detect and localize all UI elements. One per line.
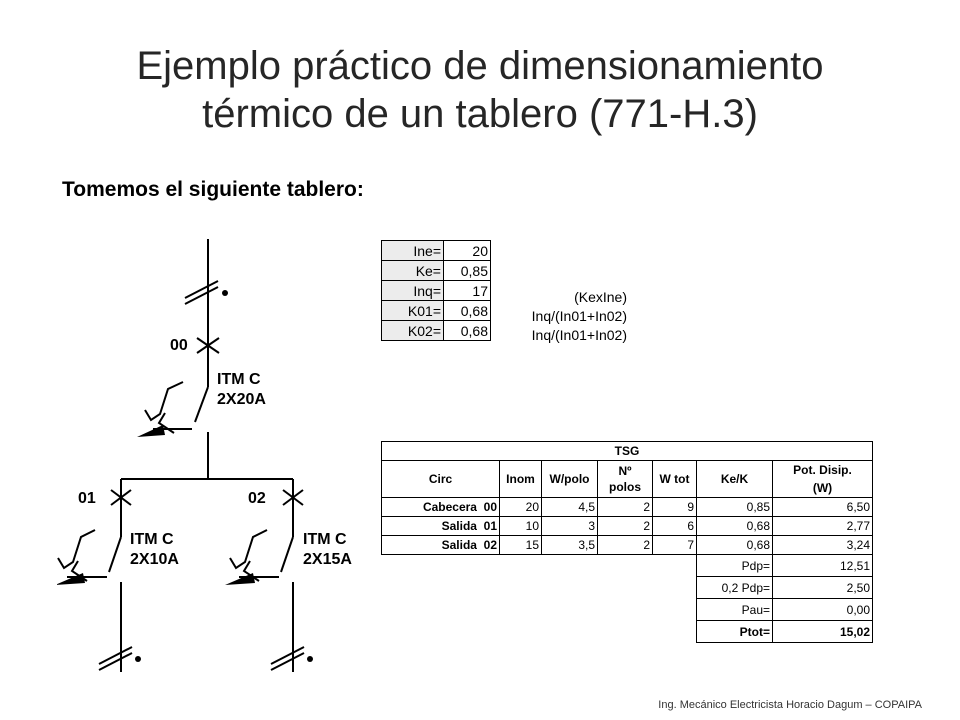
- param-label: Ke=: [382, 261, 444, 281]
- table-row: [382, 536, 873, 555]
- header-potdisip-1: Pot. Disip.: [793, 463, 852, 477]
- cell-wtot: 6: [653, 517, 697, 536]
- param-value: 20: [444, 241, 491, 261]
- tsg-table: [381, 441, 873, 643]
- cell-pot: 6,50: [773, 498, 873, 517]
- param-label: K02=: [382, 321, 444, 341]
- summary-value: 2,50: [773, 577, 873, 599]
- cell-inom: 10: [500, 517, 542, 536]
- header-npolos: [598, 461, 653, 498]
- cell-inom: 15: [500, 536, 542, 555]
- note-k02: Inq/(In01+In02): [531, 327, 627, 343]
- header-inom: Inom: [500, 461, 542, 498]
- label-00: 00: [170, 337, 188, 354]
- terminal-dot-main: [222, 290, 228, 296]
- cell-wpolo: 3,5: [542, 536, 598, 555]
- single-line-diagram: [57, 227, 375, 694]
- param-label: Ine=: [382, 241, 444, 261]
- itm-01-rating: 2X10A: [130, 551, 179, 568]
- param-value: 17: [444, 281, 491, 301]
- title-line-1: Ejemplo práctico de dimensionamiento: [136, 44, 824, 88]
- cell-kek: 0,68: [697, 517, 773, 536]
- cell-wpolo: 3: [542, 517, 598, 536]
- header-circ: Circ: [382, 461, 500, 498]
- summary-label: Pdp=: [697, 555, 773, 577]
- header-potdisip-2: (W): [812, 481, 833, 495]
- title-line-2: térmico de un tablero (771-H.3): [202, 92, 758, 136]
- param-label: Inq=: [382, 281, 444, 301]
- label-02: 02: [248, 490, 266, 507]
- parameter-notes: [489, 288, 627, 345]
- cell-wpolo: 4,5: [542, 498, 598, 517]
- header-wpolo: W/polo: [542, 461, 598, 498]
- param-row: [382, 301, 491, 321]
- summary-label: Ptot=: [697, 621, 773, 643]
- tsg-title-row: [382, 442, 873, 461]
- param-row: [382, 321, 491, 341]
- itm-02-rating: 2X15A: [303, 551, 352, 568]
- summary-label: Pau=: [697, 599, 773, 621]
- header-potdisip: [773, 461, 873, 498]
- arrow-main: [137, 425, 165, 437]
- param-row: [382, 261, 491, 281]
- cell-pot: 2,77: [773, 517, 873, 536]
- param-label: K01=: [382, 301, 444, 321]
- header-wtot: W tot: [653, 461, 697, 498]
- tsg-title: TSG: [382, 442, 873, 461]
- cell-wtot: 7: [653, 536, 697, 555]
- slide-title: [60, 42, 900, 138]
- cell-circ: Salida 02: [382, 536, 500, 555]
- terminal-dot-01: [135, 656, 141, 662]
- param-value: 0,68: [444, 321, 491, 341]
- note-k01: Inq/(In01+In02): [531, 308, 627, 324]
- cell-pot: 3,24: [773, 536, 873, 555]
- header-npolos-2: polos: [609, 480, 641, 494]
- cell-kek: 0,68: [697, 536, 773, 555]
- summary-label: 0,2 Pdp=: [697, 577, 773, 599]
- schematic-svg: [57, 227, 375, 694]
- summary-row: [382, 577, 873, 599]
- table-row: [382, 498, 873, 517]
- itm-main-rating: 2X20A: [217, 391, 266, 408]
- summary-row: [382, 621, 873, 643]
- header-npolos-1: Nº: [618, 464, 632, 478]
- summary-value: 15,02: [773, 621, 873, 643]
- param-value: 0,68: [444, 301, 491, 321]
- parameters-table: [381, 240, 491, 341]
- cell-inom: 20: [500, 498, 542, 517]
- cell-polos: 2: [598, 517, 653, 536]
- itm-02-type: ITM C: [303, 531, 347, 548]
- param-row: [382, 281, 491, 301]
- cell-kek: 0,85: [697, 498, 773, 517]
- summary-row: [382, 599, 873, 621]
- footer-credit: Ing. Mecánico Electricista Horacio Dagum – COPAIPA: [658, 699, 922, 711]
- subtitle: Tomemos el siguiente tablero:: [62, 178, 364, 201]
- summary-row: [382, 555, 873, 577]
- header-kek: Ke/K: [697, 461, 773, 498]
- cell-polos: 2: [598, 536, 653, 555]
- summary-value: 12,51: [773, 555, 873, 577]
- itm-01-type: ITM C: [130, 531, 174, 548]
- arrow-02: [225, 573, 255, 585]
- cell-circ: Salida 01: [382, 517, 500, 536]
- param-value: 0,85: [444, 261, 491, 281]
- cell-wtot: 9: [653, 498, 697, 517]
- terminal-dot-02: [307, 656, 313, 662]
- label-01: 01: [78, 490, 96, 507]
- note-inq: (KexIne): [574, 289, 627, 305]
- param-row: [382, 241, 491, 261]
- summary-value: 0,00: [773, 599, 873, 621]
- tsg-header-row: [382, 461, 873, 498]
- table-row: [382, 517, 873, 536]
- itm-main-type: ITM C: [217, 371, 261, 388]
- arrow-01: [57, 573, 85, 585]
- cell-polos: 2: [598, 498, 653, 517]
- cell-circ: Cabecera 00: [382, 498, 500, 517]
